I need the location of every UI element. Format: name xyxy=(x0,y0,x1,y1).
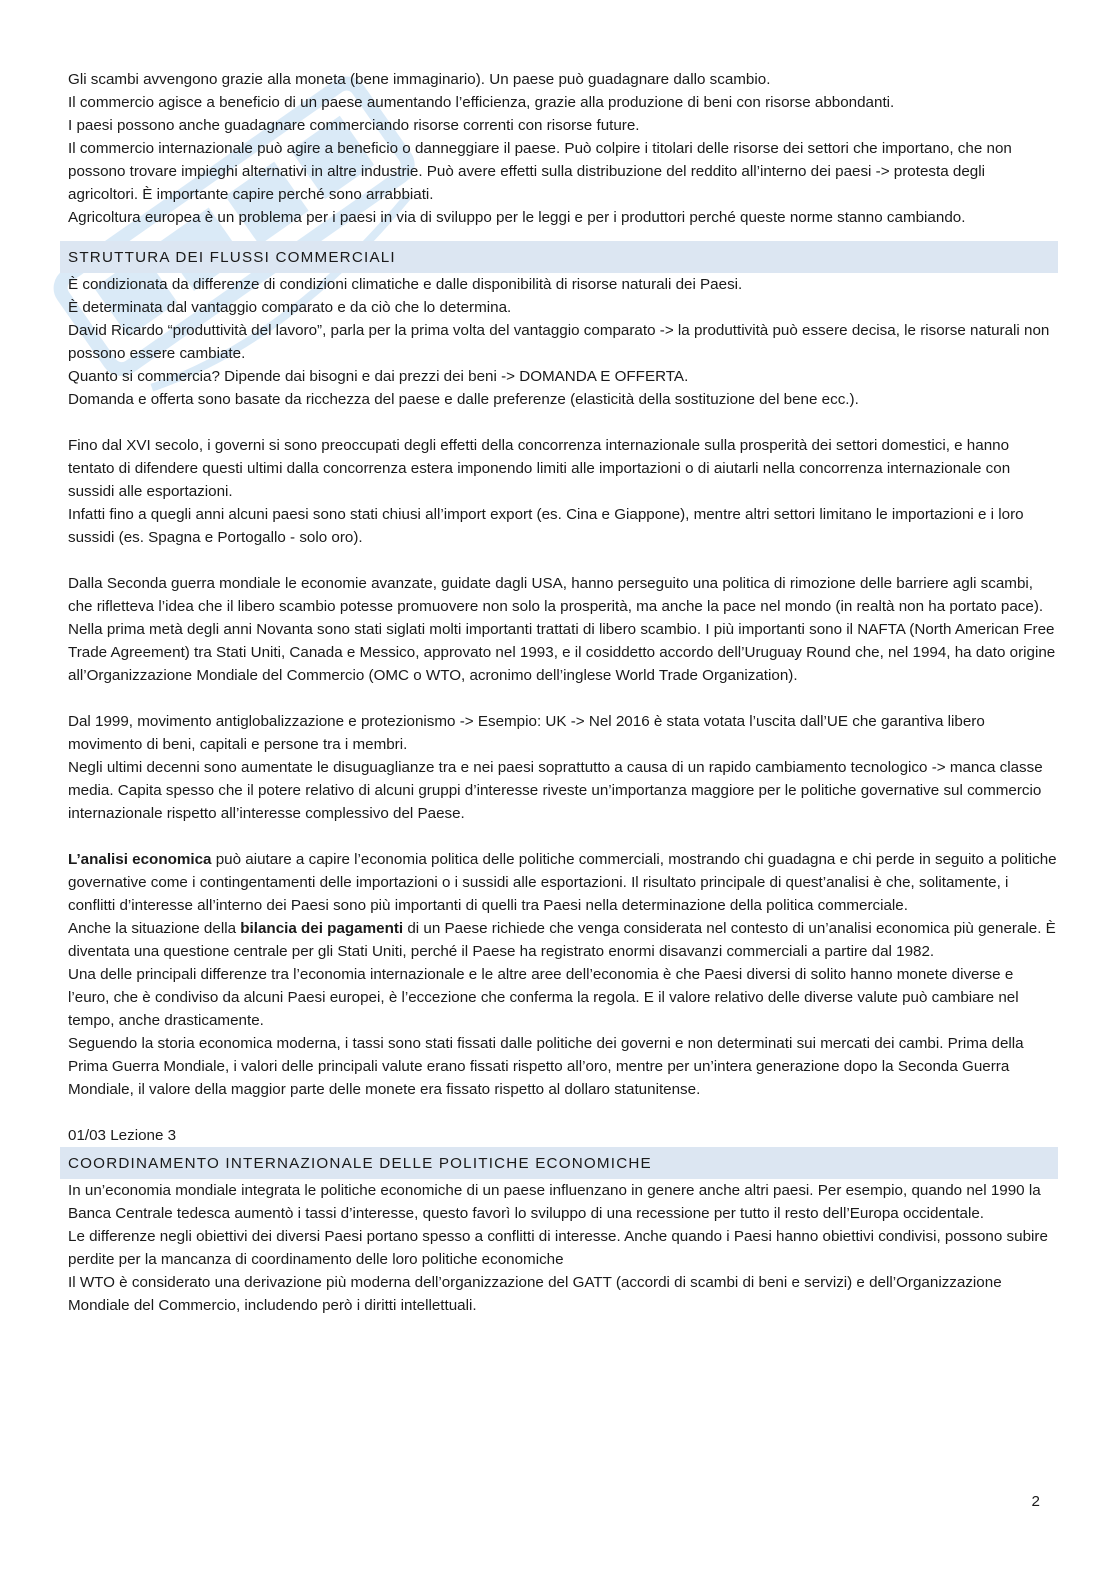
section1-para3: Dalla Seconda guerra mondiale le economie avanzate, guidate dagli USA, hanno perseguito una politica di rimozione delle barriere agli scambi, che rifletteva l’idea che il libero scambio potesse promuovere non solo la prosperità, ma anche la pace nel mondo (in realtà non ha portato pace). Nella prima metà degli anni Novanta sono stati siglati molti importanti trattati di libero scambio. I più importanti sono il NAFTA (North American Free Trade Agreement) tra Stati Uniti, Canada e Messico, approvato nel 1993, e il cosiddetto accordo dell’Uruguay Round che, nel 1994, ha dato origine all’Organizzazione Mondiale del Commercio (OMC o WTO, acronimo dell’inglese World Trade Organization). xyxy=(68,575,1056,684)
section1-para2-line-1: Fino dal XVI secolo, i governi si sono preoccupati degli effetti della concorrenza internazionale sulla prosperità dei settori domestici, e hanno tentato di difendere questi ultimi dalla concorrenza estera imponendo limiti alle importazioni o di aiutarli nella concorrenza internazionale con sussidi alle esportazioni. xyxy=(68,437,1011,500)
section1-line-1: È condizionata da differenze di condizioni climatiche e dalle disponibilità di risorse naturali dei Paesi. xyxy=(68,276,743,293)
intro-line-4: Il commercio internazionale può agire a beneficio o danneggiare il paese. Può colpire i titolari delle risorse dei settori che importano, che non possono trovare impieghi alternativi in altre industrie. Può avere effetti sulla distribuzione del reddito all’interno dei paesi -> protesta degli agricoltori. È importante capire perché sono arrabbiati. xyxy=(68,140,1012,203)
intro-line-5: Agricoltura europea è un problema per i paesi in via di sviluppo per le leggi e per i produttori perché queste norme stanno cambiando. xyxy=(68,209,966,226)
section1-line-4: Quanto si commercia? Dipende dai bisogni e dai prezzi dei beni -> DOMANDA E OFFERTA. xyxy=(68,368,689,385)
document-page xyxy=(68,68,1058,1317)
section1-para5-line-4: Seguendo la storia economica moderna, i tassi sono stati fissati dalle politiche dei governi e non determinati sui mercati dei cambi. Prima della Prima Guerra Mondiale, i valori delle principali valute erano fissati rispetto all’oro, mentre per un’intera generazione dopo la Seconda Guerra Mondiale, il valore della maggior parte delle monete era fissato rispetto al dollaro statunitense. xyxy=(68,1035,1024,1098)
section-heading-flussi: STRUTTURA DEI FLUSSI COMMERCIALI xyxy=(60,241,1058,273)
intro-line-2: Il commercio agisce a beneficio di un paese aumentando l’efficienza, grazie alla produzione di beni con risorse abbondanti. xyxy=(68,94,895,111)
section1-para5-line-1 xyxy=(68,848,1058,917)
intro-line-1: Gli scambi avvengono grazie alla moneta (bene immaginario). Un paese può guadagnare dallo scambio. xyxy=(68,71,771,88)
para5-rest-2: di un Paese richiede che venga considerata nel contesto di un’analisi economica più generale. È diventata una questione centrale per gli Stati Uniti, perché il Paese ha registrato enormi disavanzi commerciali a partire dal 1982. xyxy=(68,920,1056,960)
section-heading-coordinamento: COORDINAMENTO INTERNAZIONALE DELLE POLITICHE ECONOMICHE xyxy=(60,1147,1058,1179)
para5-pre-2: Anche la situazione della xyxy=(68,920,241,937)
section1-para5-line-3: Una delle principali differenze tra l’economia internazionale e le altre aree dell’economia è che Paesi diversi di solito hanno monete diverse e l’euro, che è condiviso da alcuni Paesi europei, è l’eccezione che conferma la regola. E il valore relativo delle diverse valute può cambiare nel tempo, anche drasticamente. xyxy=(68,966,1019,1029)
page-number: 2 xyxy=(1031,1493,1040,1510)
bold-analisi-economica: L’analisi economica xyxy=(68,851,212,868)
para5-rest-1: può aiutare a capire l’economia politica delle politiche commerciali, mostrando chi guadagna e chi perde in seguito a politiche governative come i contingentamenti delle importazioni o i sussidi alle esportazioni. Il risultato principale di quest’analisi è che, solitamente, i conflitti d’interesse all’interno dei Paesi sono più importanti di quelli tra Paesi nella determinazione della politica commerciale. xyxy=(68,851,1057,914)
section1-para2-line-2: Infatti fino a quegli anni alcuni paesi sono stati chiusi all’import export (es. Cina e Giappone), mentre altri settori limitano le importazioni e i loro sussidi (es. Spagna e Portogallo - solo oro). xyxy=(68,506,1024,546)
section1-para4-line-1: Dal 1999, movimento antiglobalizzazione e protezionismo -> Esempio: UK -> Nel 2016 è stata votata l’uscita dall’UE che garantiva libero movimento di beni, capitali e persone tra i membri. xyxy=(68,713,985,753)
section1-para4-line-2: Negli ultimi decenni sono aumentate le disuguaglianze tra e nei paesi soprattutto a causa di un rapido cambiamento tecnologico -> manca classe media. Capita spesso che il potere relativo di alcuni gruppi d’interesse riveste un’importanza maggiore per le politiche governative sul commercio internazionale rispetto all’interesse complessivo del Paese. xyxy=(68,759,1043,822)
bold-bilancia-pagamenti: bilancia dei pagamenti xyxy=(240,920,404,937)
section1-line-5: Domanda e offerta sono basate da ricchezza del paese e dalle preferenze (elasticità della sostituzione del bene ecc.). xyxy=(68,391,859,408)
section1-line-2: È determinata dal vantaggio comparato e da ciò che lo determina. xyxy=(68,299,512,316)
section1-line-3: David Ricardo “produttività del lavoro”, parla per la prima volta del vantaggio comparato -> la produttività può essere decisa, le risorse naturali non possono essere cambiate. xyxy=(68,322,1050,362)
section1-para5-line-2 xyxy=(68,917,1058,963)
section2-line-1: In un’economia mondiale integrata le politiche economiche di un paese influenzano in genere anche altri paesi. Per esempio, quando nel 1990 la Banca Centrale tedesca aumentò i tassi d’interesse, questo favorì lo sviluppo di una recessione per tutto il resto dell’Europa occidentale. xyxy=(68,1182,1041,1222)
lesson-label: 01/03 Lezione 3 xyxy=(68,1127,177,1144)
section2-line-3: Il WTO è considerato una derivazione più moderna dell’organizzazione del GATT (accordi di scambi di beni e servizi) e dell’Organizzazione Mondiale del Commercio, includendo però i diritti intellettuali. xyxy=(68,1274,1002,1314)
intro-line-3: I paesi possono anche guadagnare commerciando risorse correnti con risorse future. xyxy=(68,117,640,134)
section2-line-2: Le differenze negli obiettivi dei diversi Paesi portano spesso a conflitti di interesse. Anche quando i Paesi hanno obiettivi condivisi, possono subire perdite per la mancanza di coordinamento delle loro politiche economiche xyxy=(68,1228,1048,1268)
